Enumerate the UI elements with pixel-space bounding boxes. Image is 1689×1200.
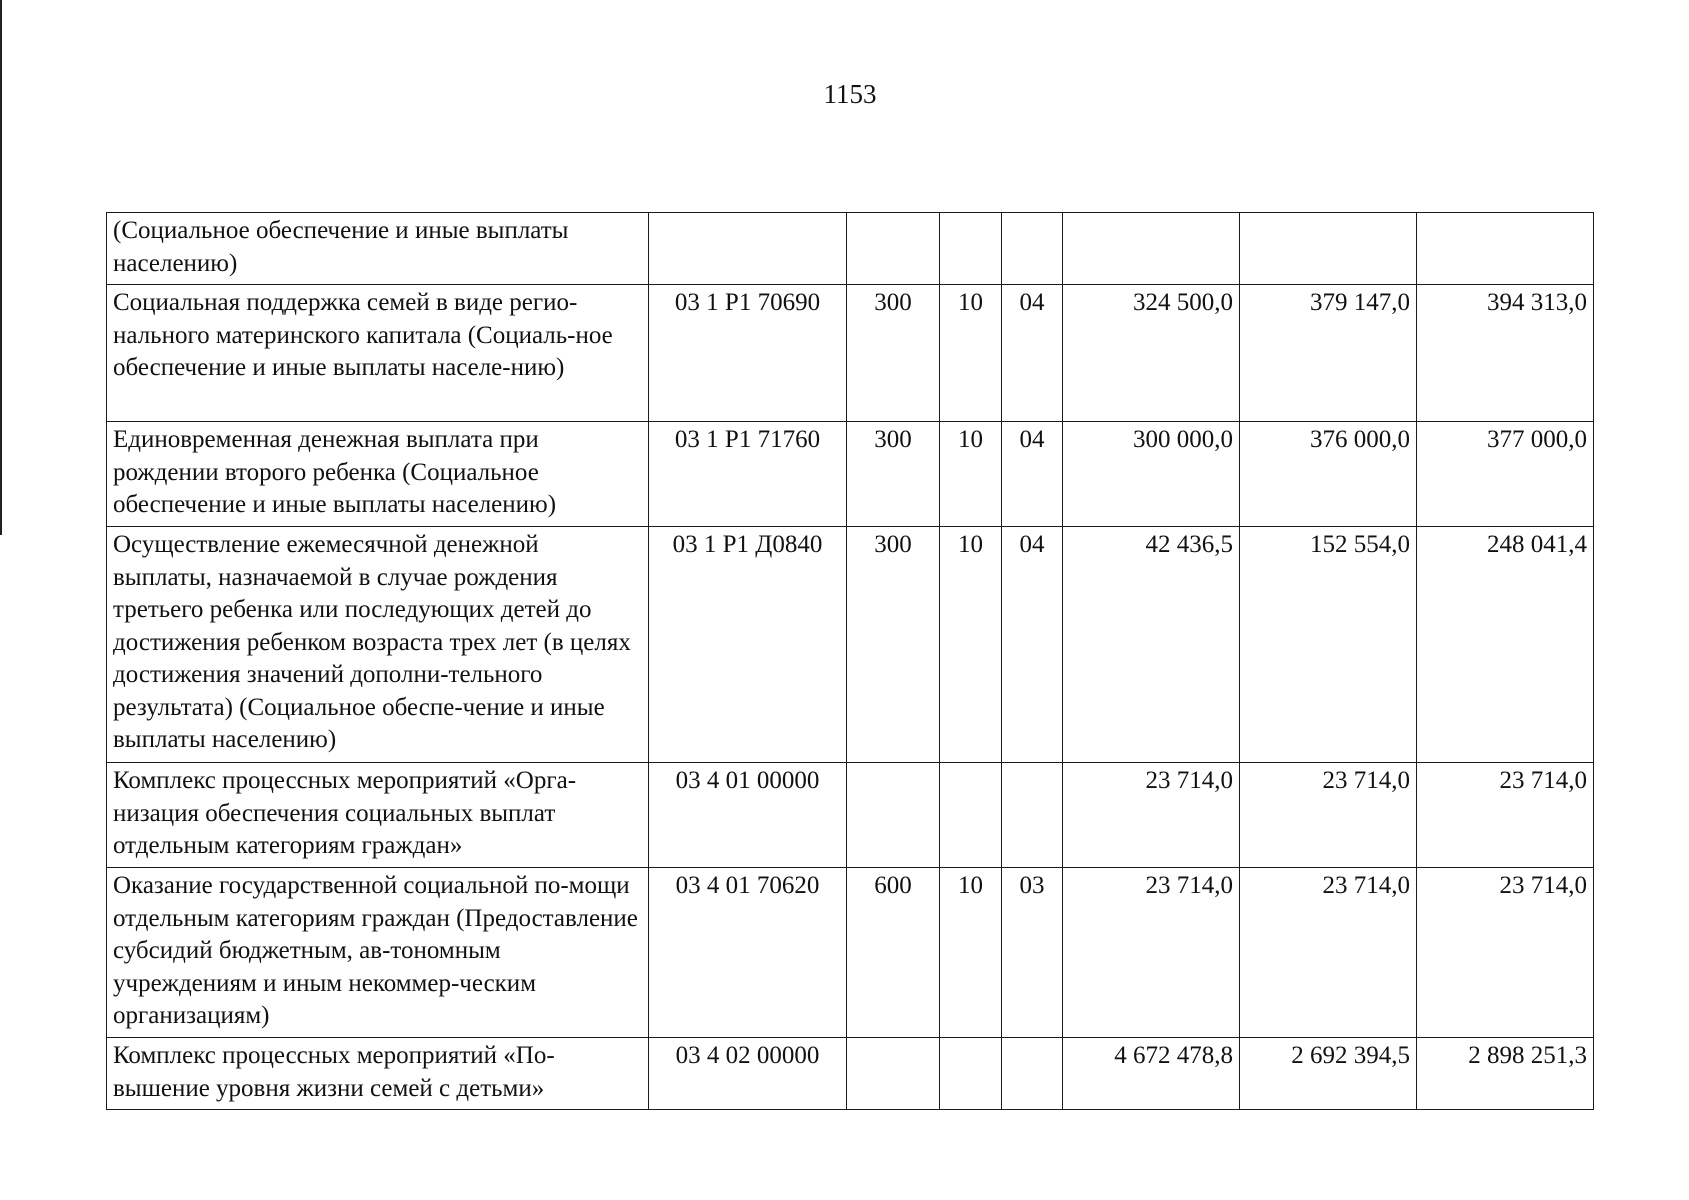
row-subsection: 04 (1002, 527, 1063, 763)
row-name: Социальная поддержка семей в виде регио-нального материнского капитала (Социаль-ное обеспечение и иные выплаты населе-нию) (107, 285, 649, 422)
row-amount-year1: 42 436,5 (1063, 527, 1240, 763)
row-amount-year3: 377 000,0 (1417, 422, 1594, 527)
row-amount-year2: 2 692 394,5 (1240, 1038, 1417, 1110)
row-section (940, 213, 1002, 285)
row-subsection: 04 (1002, 285, 1063, 422)
row-code: 03 4 01 70620 (649, 868, 847, 1038)
row-name: Комплекс процессных мероприятий «По-вышение уровня жизни семей с детьми» (107, 1038, 649, 1110)
page-number: 1153 (823, 79, 877, 109)
row-subsection (1002, 763, 1063, 868)
row-code: 03 4 01 00000 (649, 763, 847, 868)
row-expense-type: 300 (847, 527, 940, 763)
row-section: 10 (940, 422, 1002, 527)
row-amount-year3: 394 313,0 (1417, 285, 1594, 422)
row-expense-type (847, 213, 940, 285)
table-row (107, 285, 1594, 422)
table-row (107, 1038, 1594, 1110)
table-row (107, 213, 1594, 285)
row-name: Оказание государственной социальной по-мощи отдельным категориям граждан (Предоставление субсидий бюджетным, ав-тономным учреждениям и иным некоммер-ческим организациям) (107, 868, 649, 1038)
row-amount-year2: 376 000,0 (1240, 422, 1417, 527)
row-amount-year1 (1063, 213, 1240, 285)
row-subsection (1002, 1038, 1063, 1110)
row-name: Единовременная денежная выплата при рождении второго ребенка (Социальное обеспечение и иные выплаты населению) (107, 422, 649, 527)
row-name: (Социальное обеспечение и иные выплаты населению) (107, 213, 649, 285)
row-amount-year2 (1240, 213, 1417, 285)
row-expense-type: 300 (847, 422, 940, 527)
row-code (649, 213, 847, 285)
row-expense-type (847, 1038, 940, 1110)
row-amount-year2: 23 714,0 (1240, 763, 1417, 868)
row-section: 10 (940, 527, 1002, 763)
row-amount-year1: 300 000,0 (1063, 422, 1240, 527)
row-amount-year3: 23 714,0 (1417, 763, 1594, 868)
row-section (940, 763, 1002, 868)
table-row (107, 868, 1594, 1038)
row-amount-year1: 4 672 478,8 (1063, 1038, 1240, 1110)
row-amount-year2: 152 554,0 (1240, 527, 1417, 763)
row-amount-year1: 324 500,0 (1063, 285, 1240, 422)
row-code: 03 1 Р1 70690 (649, 285, 847, 422)
row-section (940, 1038, 1002, 1110)
row-expense-type: 300 (847, 285, 940, 422)
table-row (107, 527, 1594, 763)
row-code: 03 1 Р1 71760 (649, 422, 847, 527)
table-row (107, 763, 1594, 868)
row-section: 10 (940, 868, 1002, 1038)
row-amount-year3: 2 898 251,3 (1417, 1038, 1594, 1110)
row-amount-year2: 379 147,0 (1240, 285, 1417, 422)
row-section: 10 (940, 285, 1002, 422)
row-amount-year1: 23 714,0 (1063, 763, 1240, 868)
row-name: Комплекс процессных мероприятий «Орга-низация обеспечения социальных выплат отдельным категориям граждан» (107, 763, 649, 868)
table-row (107, 422, 1594, 527)
row-code: 03 4 02 00000 (649, 1038, 847, 1110)
row-subsection: 03 (1002, 868, 1063, 1038)
row-code: 03 1 Р1 Д0840 (649, 527, 847, 763)
row-expense-type: 600 (847, 868, 940, 1038)
budget-table (106, 212, 1594, 1110)
row-amount-year3 (1417, 213, 1594, 285)
row-amount-year3: 248 041,4 (1417, 527, 1594, 763)
row-expense-type (847, 763, 940, 868)
row-name: Осуществление ежемесячной денежной выплаты, назначаемой в случае рождения третьего ребенка или последующих детей до достижения ребенком возраста трех лет (в целях достижения значений дополни-тельного результата) (Социальное обеспе-чение и иные выплаты населению) (107, 527, 649, 763)
row-amount-year1: 23 714,0 (1063, 868, 1240, 1038)
row-subsection: 04 (1002, 422, 1063, 527)
row-amount-year2: 23 714,0 (1240, 868, 1417, 1038)
row-amount-year3: 23 714,0 (1417, 868, 1594, 1038)
row-subsection (1002, 213, 1063, 285)
